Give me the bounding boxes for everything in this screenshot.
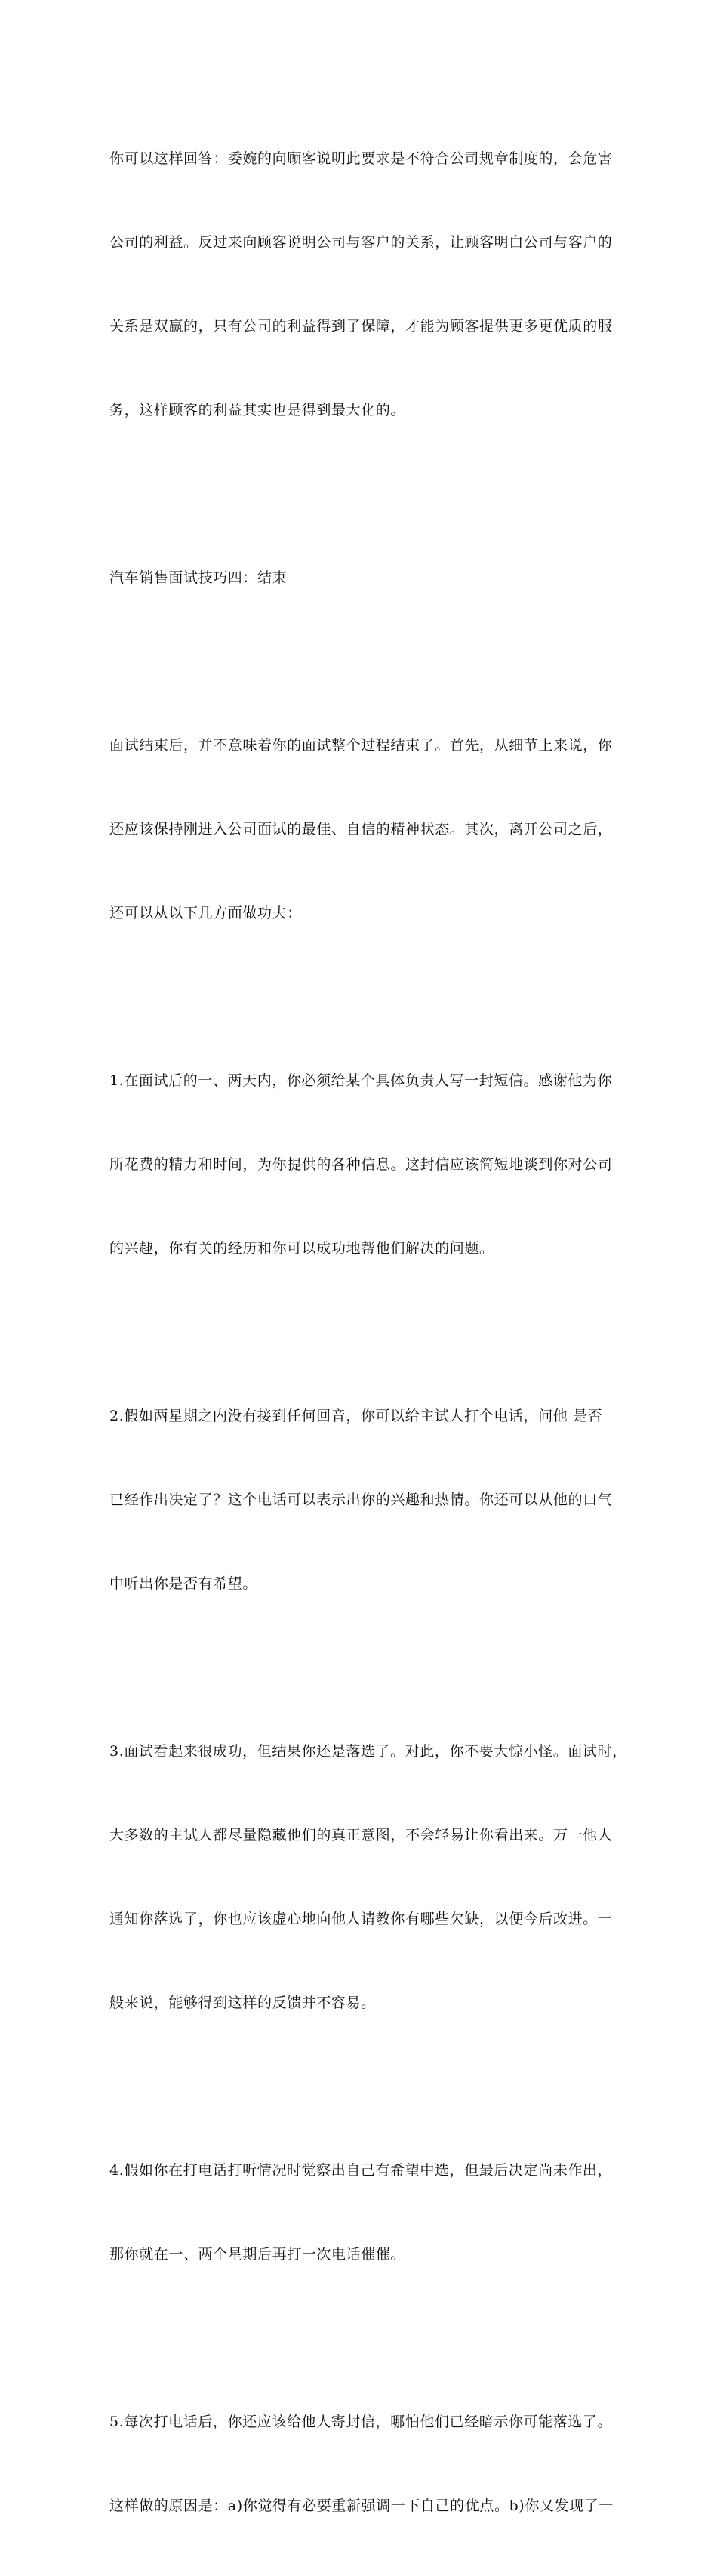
text-line: 还应该保持刚进入公司面试的最佳、自信的精神状态。其次，离开公司之后， [109, 821, 613, 838]
text-line: 通知你落选了，你也应该虚心地向他人请教你有哪些欠缺，以便今后改进。一 [109, 1911, 613, 1927]
list-item-5 [109, 2352, 614, 2576]
paragraph-answer-suggestion [109, 89, 611, 480]
text-line: 还可以从以下几方面做功夫： [109, 905, 302, 921]
list-item-4 [109, 2101, 611, 2325]
text-line: 1.在面试后的一、两天内，你必须给某个具体负责人写一封短信。感谢他为你 [109, 1072, 613, 1089]
text-line: 2.假如两星期之内没有接到任何回音，你可以给主试人打个电话，问他 是否 [109, 1408, 603, 1424]
text-line: 已经作出决定了？这个电话可以表示出你的兴趣和热情。你还可以从他的口气 [109, 1492, 613, 1508]
list-item-3 [109, 1682, 627, 2073]
text-line: 这样做的原因是：a)你觉得有必要重新强调一下自己的优点。b)你又发现了一 [109, 2497, 614, 2514]
document-body [109, 89, 627, 2576]
text-line: 关系是双赢的，只有公司的利益得到了保障，才能为顾客提供更多更优质的服 [109, 318, 613, 335]
text-line: 的兴趣，你有关的经历和你可以成功地帮他们解决的问题。 [109, 1240, 494, 1257]
text-line: 你可以这样回答：委婉的向顾客说明此要求是不符合公司规章制度的，会危害 [109, 150, 613, 167]
section-heading [109, 508, 611, 648]
text-line: 3.面试看起来很成功，但结果你还是落选了。对此，你不要大惊小怪。面试时， [109, 1743, 627, 1760]
heading-text: 汽车销售面试技巧四：结束 [109, 569, 288, 586]
list-item-2 [109, 1347, 611, 1654]
text-line: 务，这样顾客的利益其实也是得到最大化的。 [109, 402, 406, 418]
list-item-1 [109, 1011, 611, 1319]
text-line: 面试结束后，并不意味着你的面试整个过程结束了。首先，从细节上来说，你 [109, 737, 613, 754]
text-line: 中听出你是否有希望。 [109, 1575, 258, 1592]
text-line: 4.假如你在打电话打听情况时觉察出自己有希望中选，但最后决定尚未作出， [109, 2162, 613, 2179]
text-line: 般来说，能够得到这样的反馈并不容易。 [109, 1994, 376, 2011]
text-line: 公司的利益。反过来向顾客说明公司与客户的关系，让顾客明白公司与客户的 [109, 234, 613, 251]
text-line: 那你就在一、两个星期后再打一次电话催催。 [109, 2246, 406, 2263]
text-line: 5.每次打电话后，你还应该给他人寄封信，哪怕他们已经暗示你可能落选了。 [109, 2414, 613, 2430]
text-line: 大多数的主试人都尽量隐藏他们的真正意图，不会轻易让你看出来。万一他人 [109, 1827, 613, 1843]
paragraph-intro [109, 676, 611, 983]
text-line: 所花费的精力和时间，为你提供的各种信息。这封信应该简短地谈到你对公司 [109, 1156, 613, 1173]
